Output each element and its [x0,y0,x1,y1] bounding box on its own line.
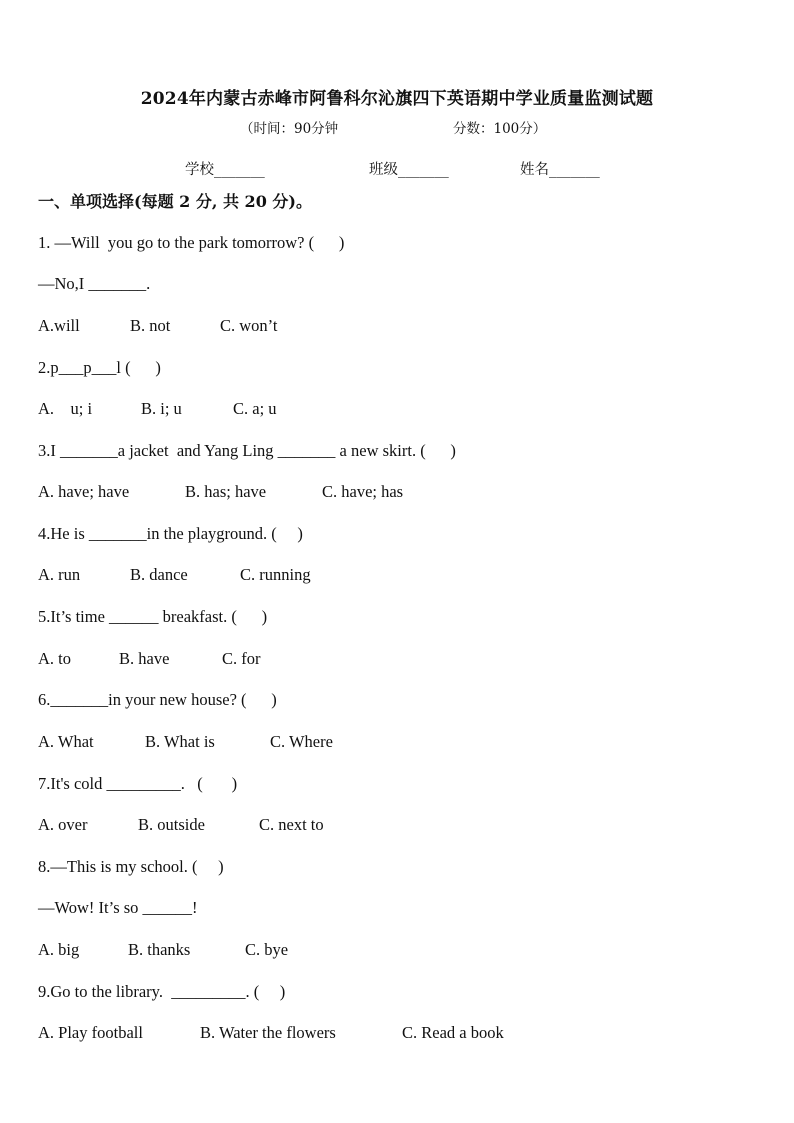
question-3-option-c: C. have; has [322,482,404,501]
question-7-option-b: B. outside [138,815,205,834]
question-9-option-a: A. Play football [38,1023,143,1042]
question-3-option-a: A. have; have [38,482,130,501]
question-6-option-a: A. What [38,732,94,751]
question-4-option-a: A. run [38,565,81,584]
question-4-stem: 4.He is _______in the playground. ( ) [38,524,303,543]
question-8-option-c: C. bye [245,940,289,959]
question-9-option-b: B. Water the flowers [200,1023,336,1042]
question-5-option-b: B. have [119,649,170,668]
question-7-stem: 7.It's cold _________. ( ) [38,774,238,793]
question-8-option-b: B. thanks [128,940,191,959]
exam-score: 分数：100分） [453,121,547,137]
question-7-option-a: A. over [38,815,88,834]
question-1-option-b: B. not [130,316,171,335]
question-3-stem: 3.I _______a jacket and Yang Ling _______ a new skirt. ( ) [38,441,456,460]
question-8-stem: 8.—This is my school. ( ) [38,857,224,876]
name-field: 姓名_______ [520,162,600,178]
question-6-stem: 6._______in your new house? ( ) [38,690,277,709]
question-6-option-c: C. Where [270,732,333,751]
school-field: 学校_______ [185,162,265,178]
question-2-option-c: C. a; u [233,399,277,418]
question-2-stem: 2.p___p___l ( ) [38,358,161,377]
question-8-option-a: A. big [38,940,80,959]
question-5-option-c: C. for [222,649,261,668]
question-1-answer-line: —No,I _______. [38,274,151,293]
question-1-option-a: A.will [38,316,80,335]
question-1-option-c: C. won’t [220,316,278,335]
class-field: 班级_______ [369,162,449,178]
exam-time: （时间：90分钟 [240,121,339,137]
question-6-option-b: B. What is [145,732,215,751]
question-9-option-c: C. Read a book [402,1023,504,1042]
question-5-option-a: A. to [38,649,71,668]
question-4-option-c: C. running [240,565,311,584]
section-heading: 一、单项选择(每题 2 分, 共 20 分)。 [38,192,312,211]
question-3-option-b: B. has; have [185,482,267,501]
question-7-option-c: C. next to [259,815,324,834]
question-2-option-a: A. u; i [38,399,93,418]
question-8-answer-line: —Wow! It’s so ______! [38,898,198,917]
question-4-option-b: B. dance [130,565,188,584]
page-title: 2024年内蒙古赤峰市阿鲁科尔沁旗四下英语期中学业质量监测试题 [140,89,654,109]
question-5-stem: 5.It’s time ______ breakfast. ( ) [38,607,268,626]
question-2-option-b: B. i; u [141,399,182,418]
question-1-stem: 1. —Will you go to the park tomorrow? ( ) [38,233,345,252]
question-9-stem: 9.Go to the library. _________. ( ) [38,982,286,1001]
